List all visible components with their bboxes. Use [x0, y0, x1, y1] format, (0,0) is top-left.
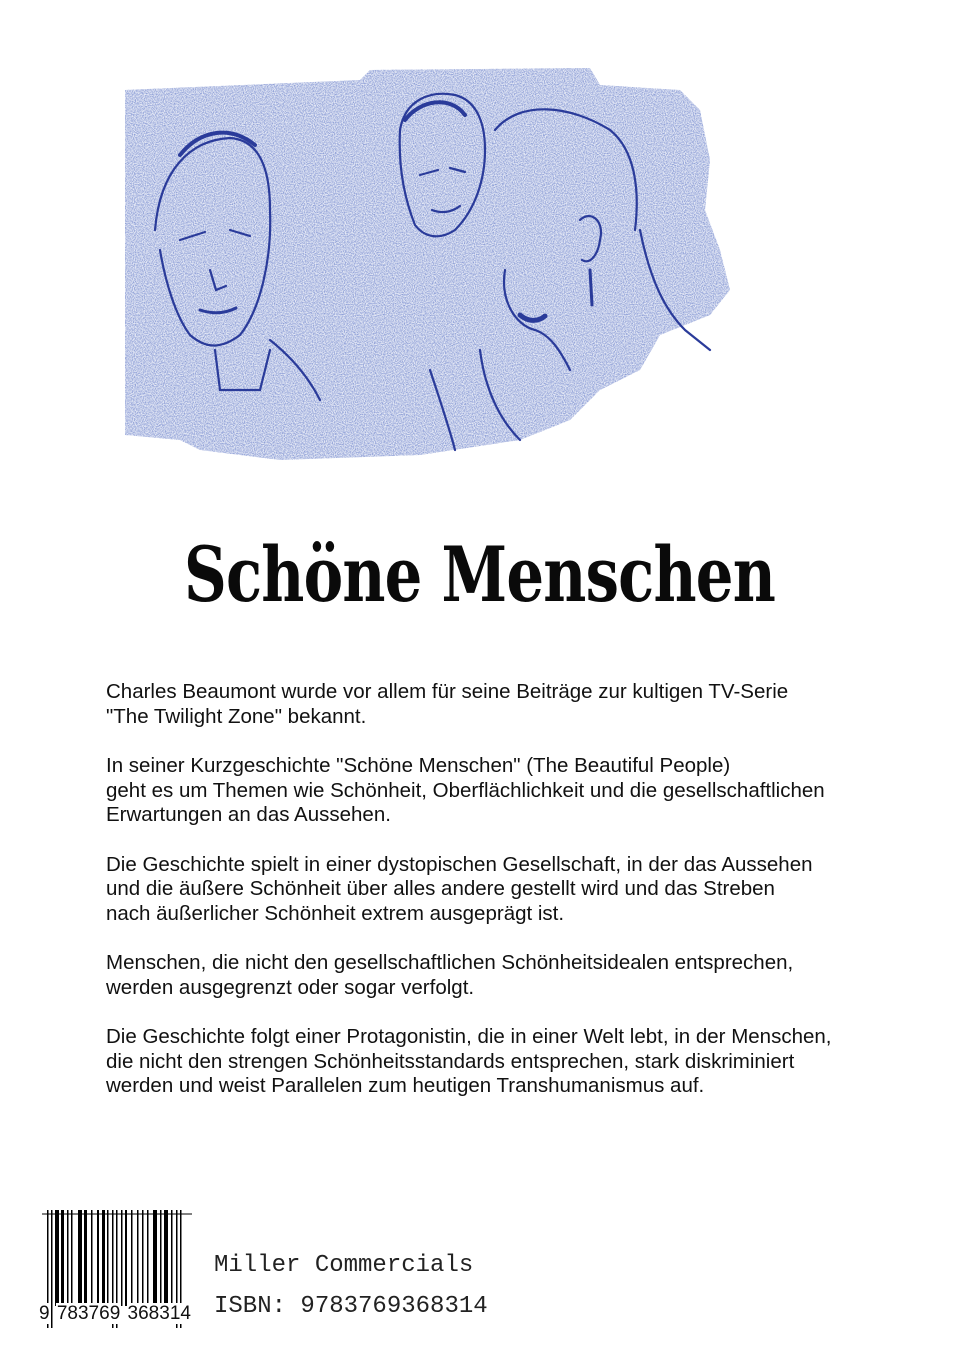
- blurb-line: werden ausgegrenzt oder sogar verfolgt.: [106, 975, 475, 999]
- blurb-line: In seiner Kurzgeschichte "Schöne Menschen" (The Beautiful People): [106, 754, 731, 777]
- barcode-digits-right: 368314: [127, 1303, 191, 1324]
- publisher-name: Miller Commercials: [214, 1252, 474, 1279]
- cover-illustration: [120, 60, 840, 500]
- blurb-paragraph: [106, 1025, 896, 1099]
- blurb-line: und die äußere Schönheit über alles andere gestellt wird und das Streben: [106, 877, 775, 900]
- book-blurb: [106, 680, 896, 1124]
- barcode-digits-left: 783769: [56, 1303, 121, 1324]
- blurb-line: nach äußerlicher Schönheit extrem ausgeprägt ist.: [106, 901, 565, 925]
- blurb-line: werden und weist Parallelen zum heutigen Transhumanismus auf.: [106, 1074, 705, 1097]
- blurb-line: geht es um Themen wie Schönheit, Oberflächlichkeit und die gesellschaftlichen: [106, 778, 825, 802]
- blurb-line: Charles Beaumont wurde vor allem für seine Beiträge zur kultigen TV-Serie: [106, 680, 789, 703]
- barcode-digit-first: 9: [39, 1303, 50, 1324]
- faces-sketch-icon: [120, 60, 840, 500]
- blurb-paragraph: [106, 754, 896, 828]
- book-title: Schöne Menschen: [183, 530, 776, 619]
- blurb-line: "The Twilight Zone" bekannt.: [106, 704, 367, 728]
- blurb-line: Die Geschichte folgt einer Protagonistin, die in einer Welt lebt, in der Menschen,: [106, 1025, 832, 1048]
- blurb-line: Erwartungen an das Aussehen.: [106, 803, 391, 826]
- barcode-digits: [38, 1303, 192, 1325]
- blurb-paragraph: [106, 951, 896, 1000]
- blurb-line: Die Geschichte spielt in einer dystopischen Gesellschaft, in der das Aussehen: [106, 852, 813, 876]
- isbn-label: ISBN: 9783769368314: [214, 1293, 488, 1320]
- blurb-paragraph: [106, 853, 896, 927]
- blurb-line: die nicht den strengen Schönheitsstandards entsprechen, stark diskriminiert: [106, 1049, 795, 1073]
- blurb-line: Menschen, die nicht den gesellschaftlichen Schönheitsidealen entsprechen,: [106, 951, 794, 974]
- blurb-paragraph: [106, 680, 896, 729]
